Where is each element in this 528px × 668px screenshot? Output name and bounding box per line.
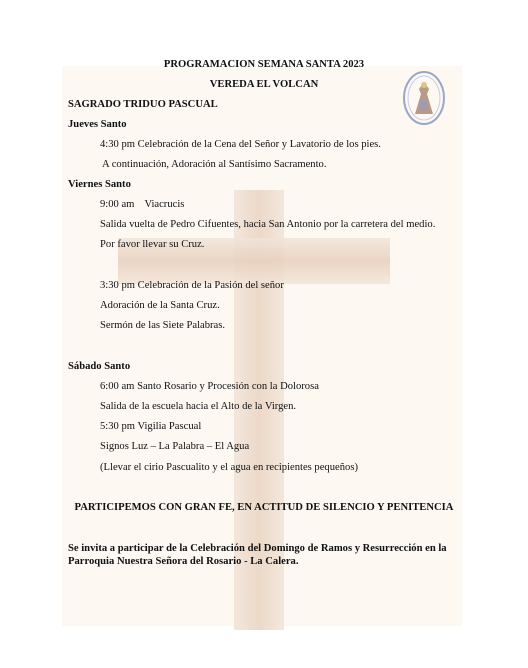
document-title: PROGRAMACION SEMANA SANTA 2023 bbox=[163, 59, 365, 70]
schedule-line: Salida de la escuela hacia el Alto de la Virgen. bbox=[100, 401, 297, 412]
schedule-line: 6:00 am Santo Rosario y Procesión con la Dolorosa bbox=[100, 381, 319, 392]
schedule-line: Adoración de la Santa Cruz. bbox=[100, 300, 220, 311]
day-heading-viernes: Viernes Santo bbox=[68, 179, 131, 190]
document-subtitle: VEREDA EL VOLCAN bbox=[209, 79, 319, 90]
schedule-line: 4:30 pm Celebración de la Cena del Señor y Lavatorio de los pies. bbox=[100, 139, 381, 150]
schedule-line: Por favor llevar su Cruz. bbox=[100, 239, 205, 250]
schedule-line: Signos Luz – La Palabra – El Agua bbox=[100, 441, 250, 452]
schedule-line: (Llevar el cirio Pascualito y el agua en recipientes pequeños) bbox=[100, 462, 358, 473]
invitation-line: Se invita a participar de la Celebración del Domingo de Ramos y Resurrección en la bbox=[68, 543, 447, 554]
schedule-line: Sermón de las Siete Palabras. bbox=[100, 320, 226, 331]
motto: PARTICIPEMOS CON GRAN FE, EN ACTITUD DE SILENCIO Y PENITENCIA bbox=[74, 502, 454, 513]
schedule-time: 9:00 am bbox=[100, 199, 135, 210]
invitation-line: Parroquia Nuestra Señora del Rosario - La Calera. bbox=[68, 556, 299, 567]
schedule-line: 3:30 pm Celebración de la Pasión del señor bbox=[100, 280, 284, 291]
day-heading-jueves: Jueves Santo bbox=[68, 119, 127, 130]
schedule-line: Salida vuelta de Pedro Cifuentes, hacia San Antonio por la carretera del medio. bbox=[100, 219, 436, 230]
schedule-event: Viacrucis bbox=[144, 199, 185, 210]
schedule-line: A continuación, Adoración al Santísimo Sacramento. bbox=[102, 159, 327, 170]
schedule-line bbox=[100, 198, 184, 211]
section-title: SAGRADO TRIDUO PASCUAL bbox=[68, 99, 218, 110]
day-heading-sabado: Sábado Santo bbox=[68, 361, 131, 372]
schedule-line: 5:30 pm Vigilia Pascual bbox=[100, 421, 202, 432]
